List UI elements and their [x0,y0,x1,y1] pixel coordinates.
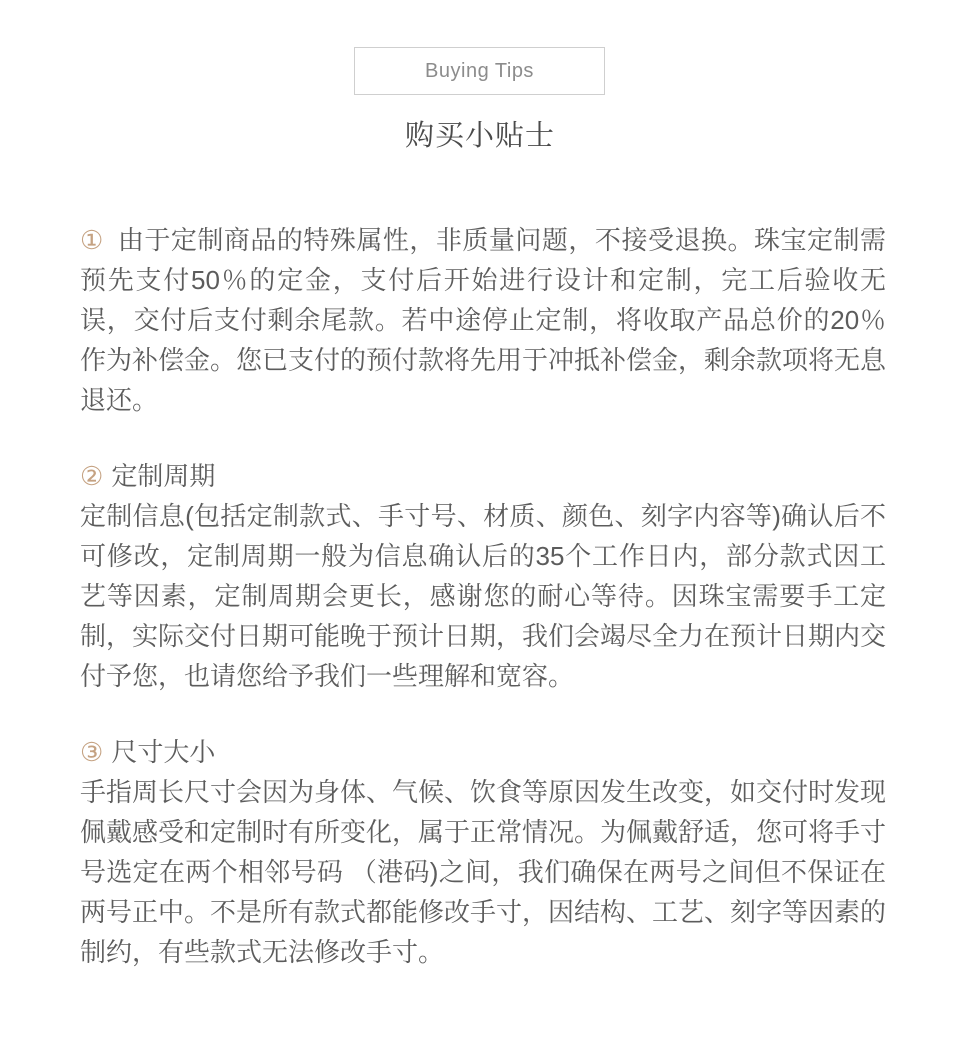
circled-number-1: ① [80,225,104,255]
section-2-title: 定制周期 [111,461,216,491]
section-2-heading [80,456,886,496]
page-title: 购买小贴士 [404,120,555,152]
section-paragraph [80,496,886,696]
section-1-body-text: 由于定制商品的特殊属性，非质量问题，不接受退换。珠宝定制需预先支付50％的定金，支付后开始进行设计和定制，完工后验收无误，交付后支付剩余尾款。若中途停止定制，将收取产品总价的20％作为补偿金。您已支付的预付款将先用于冲抵补偿金，剩余款项将无息退还。 [80,225,887,415]
circled-number-2: ② [80,461,104,491]
section-paragraph [80,772,886,972]
buying-tips-tag-label: Buying Tips [425,59,534,82]
tips-content [80,220,886,1008]
section-size-guide [80,732,886,972]
circled-number-3: ③ [80,737,104,767]
section-3-heading [80,732,886,772]
section-3-title: 尺寸大小 [111,737,216,767]
section-2-body-text: 定制信息(包括定制款式、手寸号、材质、颜色、刻字内容等)确认后不可修改，定制周期一般为信息确认后的35个工作日内，部分款式因工艺等因素，定制周期会更长，感谢您的耐心等待。因珠宝需要手工定制，实际交付日期可能晚于预计日期，我们会竭尽全力在预计日期内交付予您，也请您给予我们一些理解和宽容。 [80,501,887,691]
section-paragraph [80,220,886,420]
section-return-policy [80,220,886,420]
section-custom-cycle [80,456,886,696]
buying-tips-tag-box [354,47,605,95]
section-3-body-text: 手指周长尺寸会因为身体、气候、饮食等原因发生改变，如交付时发现佩戴感受和定制时有所变化，属于正常情况。为佩戴舒适，您可将手寸号选定在两个相邻号码 （港码)之间，我们确保在两号之间但不保证在两号正中。不是所有款式都能修改手寸，因结构、工艺、刻字等因素的制约，有些款式无法修改手寸。 [80,777,887,967]
